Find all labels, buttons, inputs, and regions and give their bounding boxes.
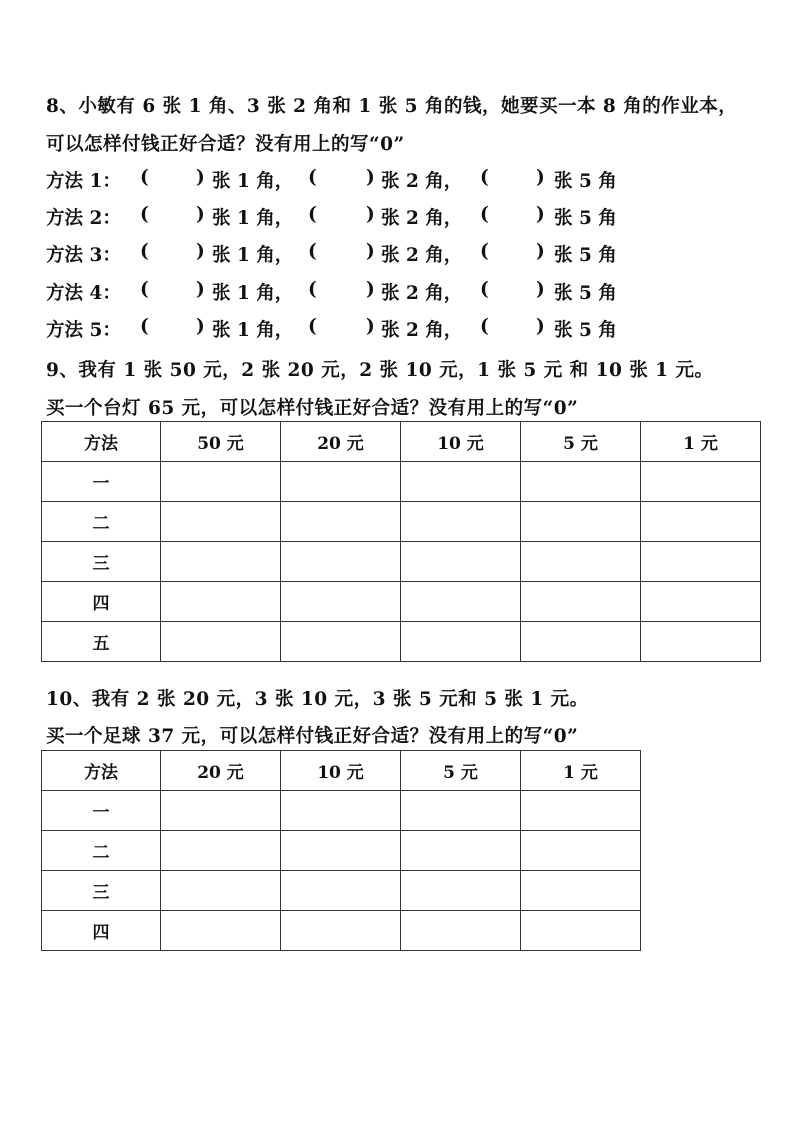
answer-cell[interactable] [161,462,281,502]
blank-open-paren: ( [308,241,317,262]
answer-cell[interactable] [641,542,761,582]
unit-1-jiao: 张 1 角， [212,208,294,229]
answer-cell[interactable] [161,582,281,622]
blank-close-paren: ) [366,167,375,188]
answer-cell[interactable] [401,622,521,662]
answer-cell[interactable] [641,462,761,502]
answer-cell[interactable] [281,502,401,542]
blank-open-paren: ( [140,241,149,262]
blank-close-paren: ) [196,241,205,262]
unit-5-jiao: 张 5 角 [554,283,617,304]
unit-5-jiao: 张 5 角 [554,171,617,192]
unit-1-jiao: 张 1 角， [212,320,294,341]
answer-cell[interactable] [401,502,521,542]
blank-close-paren: ) [196,204,205,225]
q10-text-line2: 买一个足球 37 元，可以怎样付钱正好合适？没有用上的写“0” [46,726,579,747]
blank-open-paren: ( [480,279,489,300]
answer-cell[interactable] [641,582,761,622]
answer-cell[interactable] [401,871,521,911]
answer-cell[interactable] [161,871,281,911]
table-row [42,622,761,662]
blank-close-paren: ) [536,167,545,188]
header-method: 方法 [42,422,161,462]
blank-open-paren: ( [480,241,489,262]
blank-open-paren: ( [308,279,317,300]
blank-open-paren: ( [140,279,149,300]
answer-cell[interactable] [161,502,281,542]
answer-cell[interactable] [521,502,641,542]
blank-open-paren: ( [480,167,489,188]
answer-cell[interactable] [521,871,641,911]
method-label: 方法 1： [46,171,121,192]
row-label: 三 [42,871,161,911]
unit-1-jiao: 张 1 角， [212,245,294,266]
table-header-row [42,751,641,791]
unit-5-jiao: 张 5 角 [554,208,617,229]
q9-text-line1: 9、我有 1 张 50 元，2 张 20 元，2 张 10 元，1 张 5 元 和 10 张 1 元。 [46,360,714,381]
answer-cell[interactable] [401,831,521,871]
header-10-yuan: 10 元 [281,751,401,791]
blank-open-paren: ( [140,204,149,225]
q8-text-line2: 可以怎样付钱正好合适？没有用上的写“0” [46,134,405,155]
method-label: 方法 4： [46,283,121,304]
answer-cell[interactable] [281,831,401,871]
answer-cell[interactable] [641,502,761,542]
blank-close-paren: ) [196,279,205,300]
table-row [42,542,761,582]
table-row [42,871,641,911]
answer-cell[interactable] [401,462,521,502]
q10-answer-table [41,750,641,951]
unit-2-jiao: 张 2 角， [381,171,463,192]
answer-cell[interactable] [161,542,281,582]
answer-cell[interactable] [281,582,401,622]
answer-cell[interactable] [521,911,641,951]
answer-cell[interactable] [521,791,641,831]
header-5-yuan: 5 元 [401,751,521,791]
unit-2-jiao: 张 2 角， [381,283,463,304]
table-row [42,462,761,502]
q9-answer-table [41,421,761,662]
unit-1-jiao: 张 1 角， [212,283,294,304]
blank-close-paren: ) [366,204,375,225]
answer-cell[interactable] [641,622,761,662]
header-1-yuan: 1 元 [521,751,641,791]
table-row [42,831,641,871]
row-label: 二 [42,502,161,542]
table-header-row [42,422,761,462]
answer-cell[interactable] [281,871,401,911]
q10-text-line1: 10、我有 2 张 20 元，3 张 10 元，3 张 5 元和 5 张 1 元。 [46,689,589,710]
table-row [42,582,761,622]
blank-open-paren: ( [308,167,317,188]
row-label: 一 [42,791,161,831]
answer-cell[interactable] [521,831,641,871]
table-row [42,791,641,831]
method-label: 方法 2： [46,208,121,229]
blank-open-paren: ( [480,204,489,225]
blank-close-paren: ) [366,241,375,262]
q8-text-line1: 8、小敏有 6 张 1 角、3 张 2 角和 1 张 5 角的钱，她要买一本 8 角的作业本， [46,96,738,117]
answer-cell[interactable] [401,791,521,831]
header-1-yuan: 1 元 [641,422,761,462]
answer-cell[interactable] [401,542,521,582]
unit-2-jiao: 张 2 角， [381,245,463,266]
answer-cell[interactable] [521,462,641,502]
answer-cell[interactable] [281,911,401,951]
blank-close-paren: ) [536,316,545,337]
blank-close-paren: ) [536,241,545,262]
answer-cell[interactable] [161,911,281,951]
method-label: 方法 5： [46,320,121,341]
header-method: 方法 [42,751,161,791]
row-label: 二 [42,831,161,871]
q9-text-line2: 买一个台灯 65 元，可以怎样付钱正好合适？没有用上的写“0” [46,398,579,419]
blank-open-paren: ( [140,167,149,188]
blank-close-paren: ) [536,279,545,300]
unit-5-jiao: 张 5 角 [554,320,617,341]
answer-cell[interactable] [401,911,521,951]
answer-cell[interactable] [281,791,401,831]
header-10-yuan: 10 元 [401,422,521,462]
row-label: 三 [42,542,161,582]
answer-cell[interactable] [281,462,401,502]
answer-cell[interactable] [161,791,281,831]
answer-cell[interactable] [521,622,641,662]
row-label: 五 [42,622,161,662]
table-row [42,911,641,951]
answer-cell[interactable] [281,622,401,662]
header-20-yuan: 20 元 [281,422,401,462]
blank-close-paren: ) [536,204,545,225]
blank-open-paren: ( [308,316,317,337]
blank-open-paren: ( [480,316,489,337]
blank-close-paren: ) [196,167,205,188]
method-label: 方法 3： [46,245,121,266]
header-50-yuan: 50 元 [161,422,281,462]
unit-1-jiao: 张 1 角， [212,171,294,192]
answer-cell[interactable] [401,582,521,622]
unit-2-jiao: 张 2 角， [381,320,463,341]
answer-cell[interactable] [521,542,641,582]
answer-cell[interactable] [161,622,281,662]
answer-cell[interactable] [521,582,641,622]
blank-close-paren: ) [366,279,375,300]
row-label: 四 [42,911,161,951]
header-20-yuan: 20 元 [161,751,281,791]
row-label: 一 [42,462,161,502]
header-5-yuan: 5 元 [521,422,641,462]
row-label: 四 [42,582,161,622]
blank-close-paren: ) [196,316,205,337]
blank-open-paren: ( [308,204,317,225]
answer-cell[interactable] [161,831,281,871]
answer-cell[interactable] [281,542,401,582]
unit-5-jiao: 张 5 角 [554,245,617,266]
unit-2-jiao: 张 2 角， [381,208,463,229]
table-row [42,502,761,542]
blank-close-paren: ) [366,316,375,337]
blank-open-paren: ( [140,316,149,337]
